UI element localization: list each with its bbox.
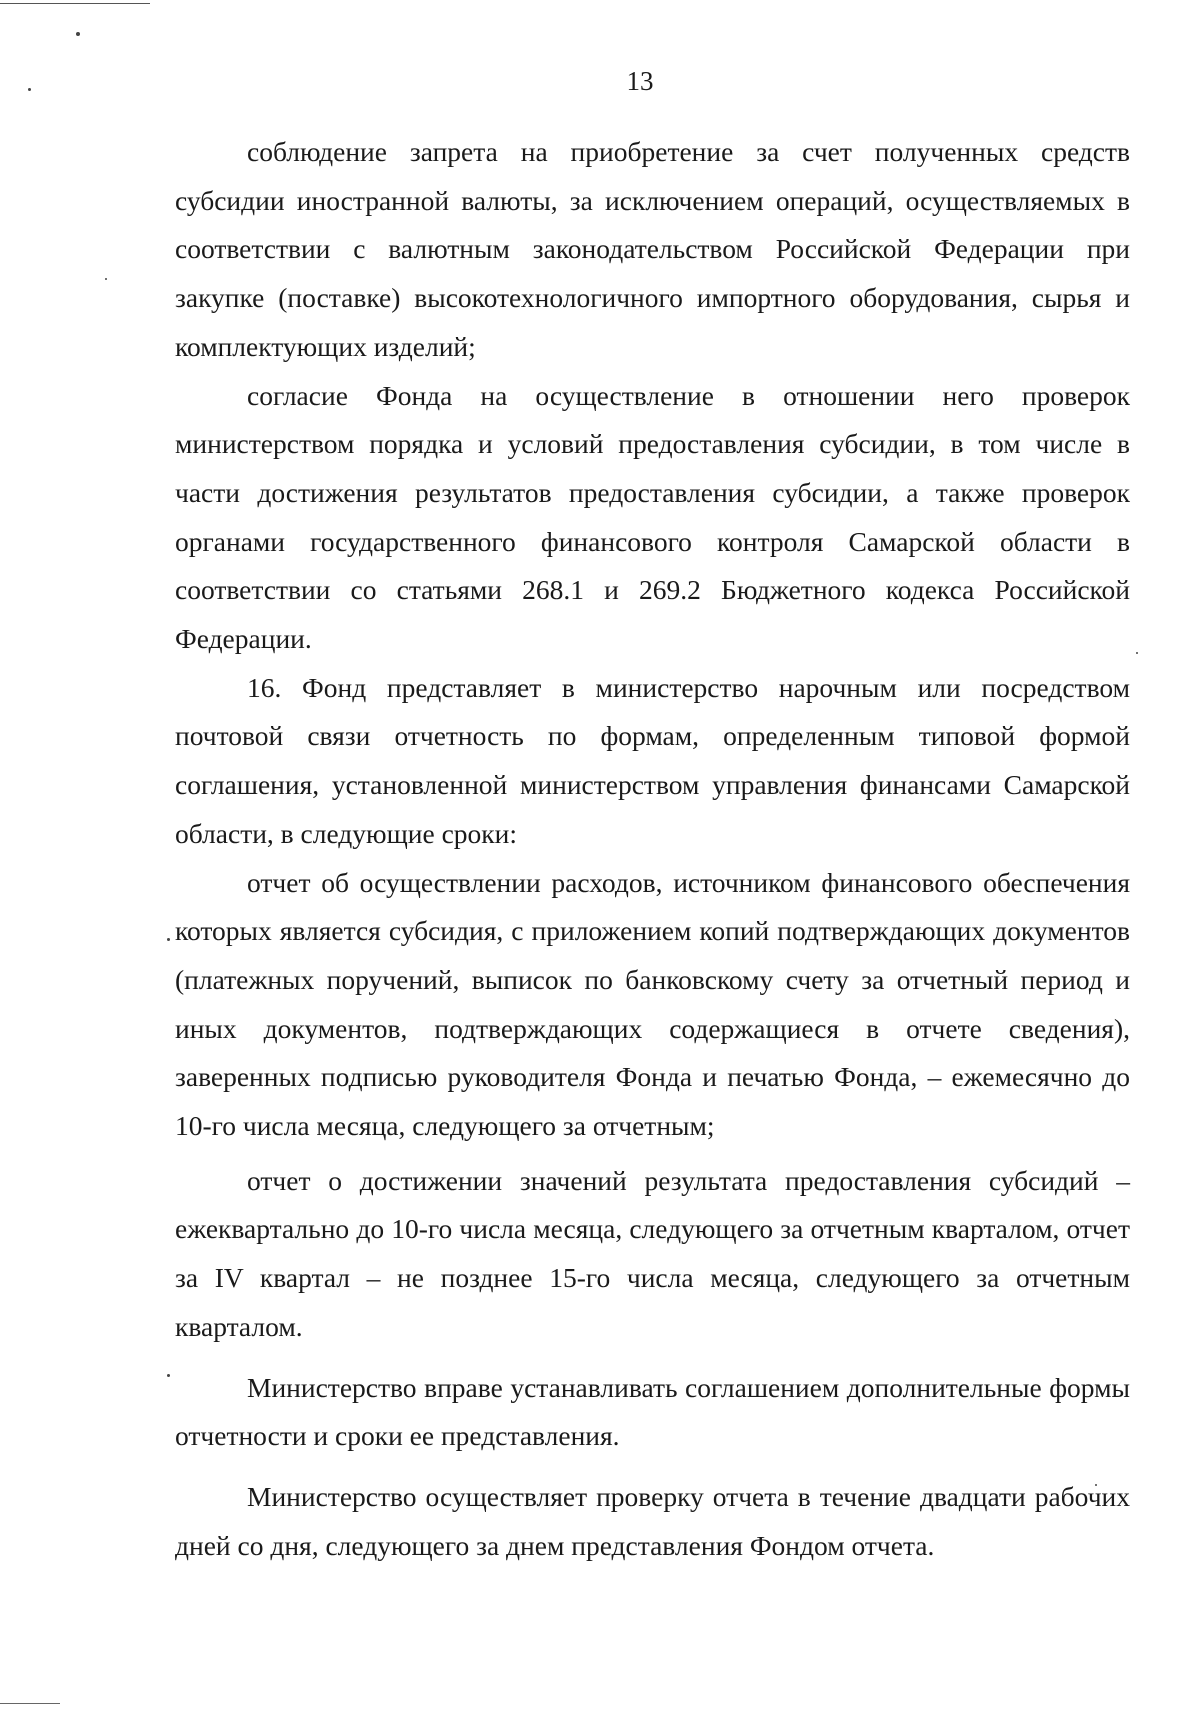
scan-edge-line [0, 1703, 60, 1704]
paragraph-result-report: отчет о достижении значений результата предоставления субсидий – ежеквартально до 10-го числа месяца, следующего за отчетным кварталом, отчет за IV квартал – не позднее 15-го числа месяца, следующего за отчетным кварталом. [175, 1164, 1130, 1342]
scan-speck [167, 1374, 170, 1377]
paragraph-additional-forms: Министерство вправе устанавливать соглашением дополнительные формы отчетности и сроки ее представления. [175, 1371, 1130, 1452]
scan-speck [167, 938, 170, 941]
scan-edge-line [0, 3, 150, 4]
document-body [175, 128, 1130, 1570]
page-number: 13 [626, 66, 654, 96]
paragraph-audit-consent: согласие Фонда на осуществление в отношении него проверок министерством порядка и условий предоставления субсидии, в том числе в части достижения результатов предоставления субсидии, а также проверок органами государственного финансового контроля Самарской области в соответствии со статьями 268.1 и 269.2 Бюджетного кодекса Российской Федерации. [175, 379, 1130, 655]
scan-speck [76, 32, 80, 36]
paragraph-currency-ban: соблюдение запрета на приобретение за счет полученных средств субсидии иностранной валюты, за исключением операций, осуществляемых в соответствии с валютным законодательством Российской Федерации при закупке (поставке) высокотехнологичного импортного оборудования, сырья и комплектующих изделий; [175, 136, 1130, 362]
scan-speck [105, 278, 107, 280]
paragraph-expense-report: отчет об осуществлении расходов, источником финансового обеспечения которых является субсидия, с приложением копий подтверждающих документов (платежных поручений, выписок по банковскому счету за отчетный период и иных документов, подтверждающих содержащиеся в отчете сведения), заверенных подписью руководителя Фонда и печатью Фонда, – ежемесячно до 10-го числа месяца, следующего за отчетным; [175, 866, 1130, 1142]
paragraph-report-review: Министерство осуществляет проверку отчета в течение двадцати рабочих дней со дня, следующего за днем представления Фондом отчета. [175, 1480, 1130, 1561]
paragraph-reporting-clause-16: 16. Фонд представляет в министерство нарочным или посредством почтовой связи отчетность по формам, определенным типовой формой соглашения, установленной министерством управления финансами Самарской области, в следующие сроки: [175, 671, 1130, 849]
scan-speck [1136, 652, 1138, 654]
